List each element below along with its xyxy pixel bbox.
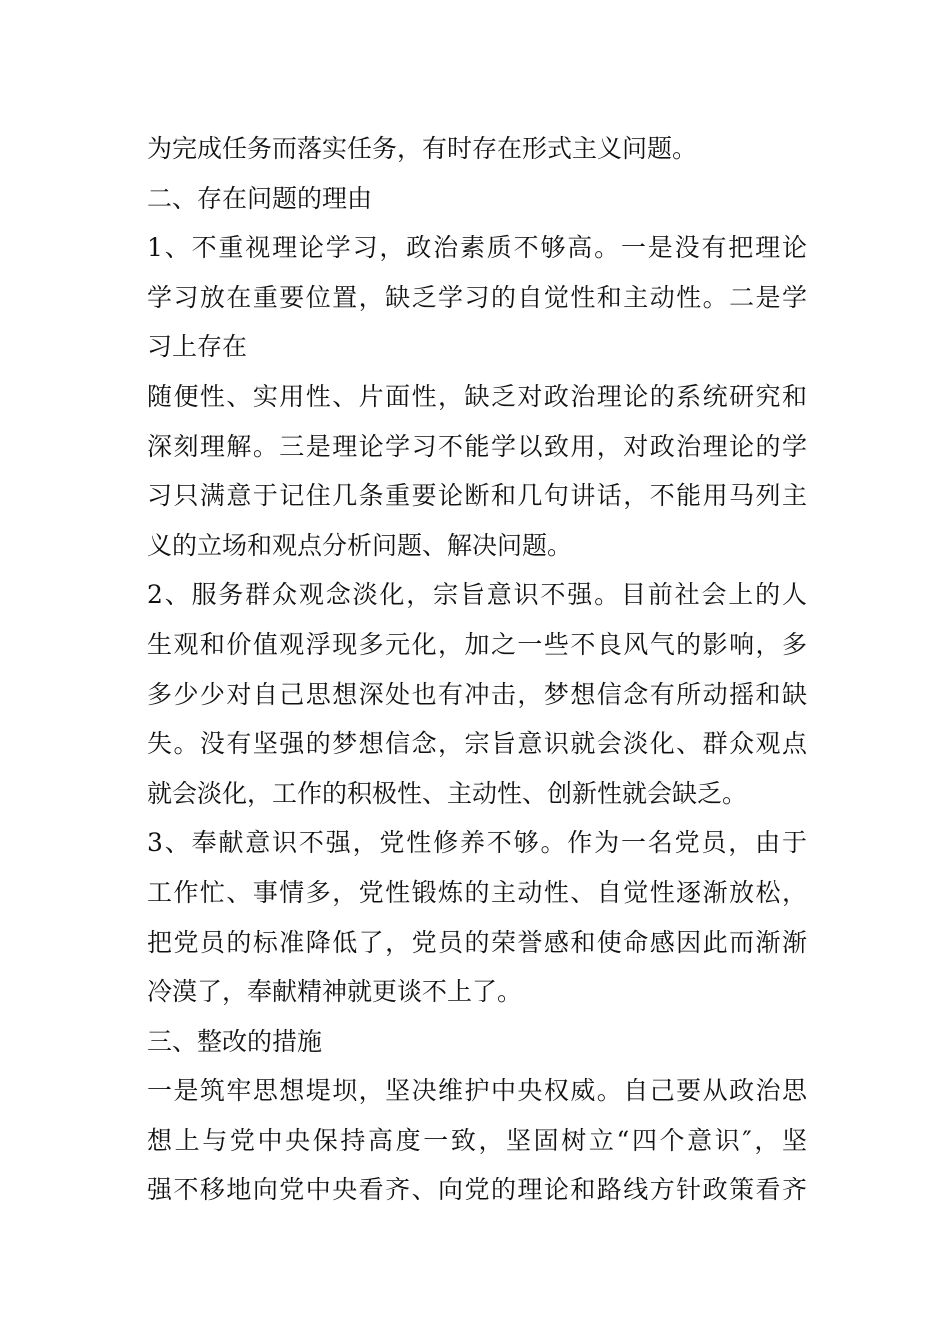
text-line: 学习放在重要位置，缺乏学习的自觉性和主动性。二是学 bbox=[147, 282, 807, 312]
text-line: 义的立场和观点分析问题、解决问题。 bbox=[147, 530, 573, 560]
text-line: 工作忙、事情多，党性锻炼的主动性、自觉性逐渐放松， bbox=[147, 877, 807, 907]
text-line: 三、整改的措施 bbox=[147, 1026, 323, 1056]
text-line: 2、服务群众观念淡化，宗旨意识不强。目前社会上的人 bbox=[147, 580, 807, 610]
text-line: 一是筑牢思想堤坝，坚决维护中央权威。自己要从政治思 bbox=[147, 1076, 807, 1106]
text-line: 为完成任务而落实任务，有时存在形式主义问题。 bbox=[147, 134, 698, 163]
text-line: 习上存在 bbox=[147, 332, 248, 362]
text-line: 失。没有坚强的梦想信念，宗旨意识就会淡化、群众观点 bbox=[147, 729, 807, 759]
text-line: 3、奉献意识不强，党性修养不够。作为一名党员，由于 bbox=[147, 828, 807, 858]
text-line: 随便性、实用性、片面性，缺乏对政治理论的系统研究和 bbox=[147, 381, 807, 411]
text-line: 二、存在问题的理由 bbox=[147, 183, 373, 213]
text-line: 想上与党中央保持高度一致，坚固树立“四个意识″，坚 bbox=[147, 1125, 807, 1155]
text-line: 就会淡化，工作的积极性、主动性、创新性就会缺乏。 bbox=[147, 778, 748, 808]
body-text bbox=[147, 124, 807, 1215]
text-line: 强不移地向党中央看齐、向党的理论和路线方针政策看齐 bbox=[147, 1175, 807, 1205]
text-line: 多少少对自己思想深处也有冲击，梦想信念有所动摇和缺 bbox=[147, 679, 807, 709]
text-line: 生观和价值观浮现多元化，加之一些不良风气的影响，多 bbox=[147, 629, 807, 659]
text-line: 1、不重视理论学习，政治素质不够高。一是没有把理论 bbox=[147, 233, 807, 263]
text-line: 把党员的标准降低了，党员的荣誉感和使命感因此而渐渐 bbox=[147, 927, 807, 957]
text-line: 深刻理解。三是理论学习不能学以致用，对政治理论的学 bbox=[147, 431, 807, 461]
text-line: 冷漠了，奉献精神就更谈不上了。 bbox=[147, 977, 523, 1007]
text-line: 习只满意于记住几条重要论断和几句讲话，不能用马列主 bbox=[147, 481, 807, 511]
